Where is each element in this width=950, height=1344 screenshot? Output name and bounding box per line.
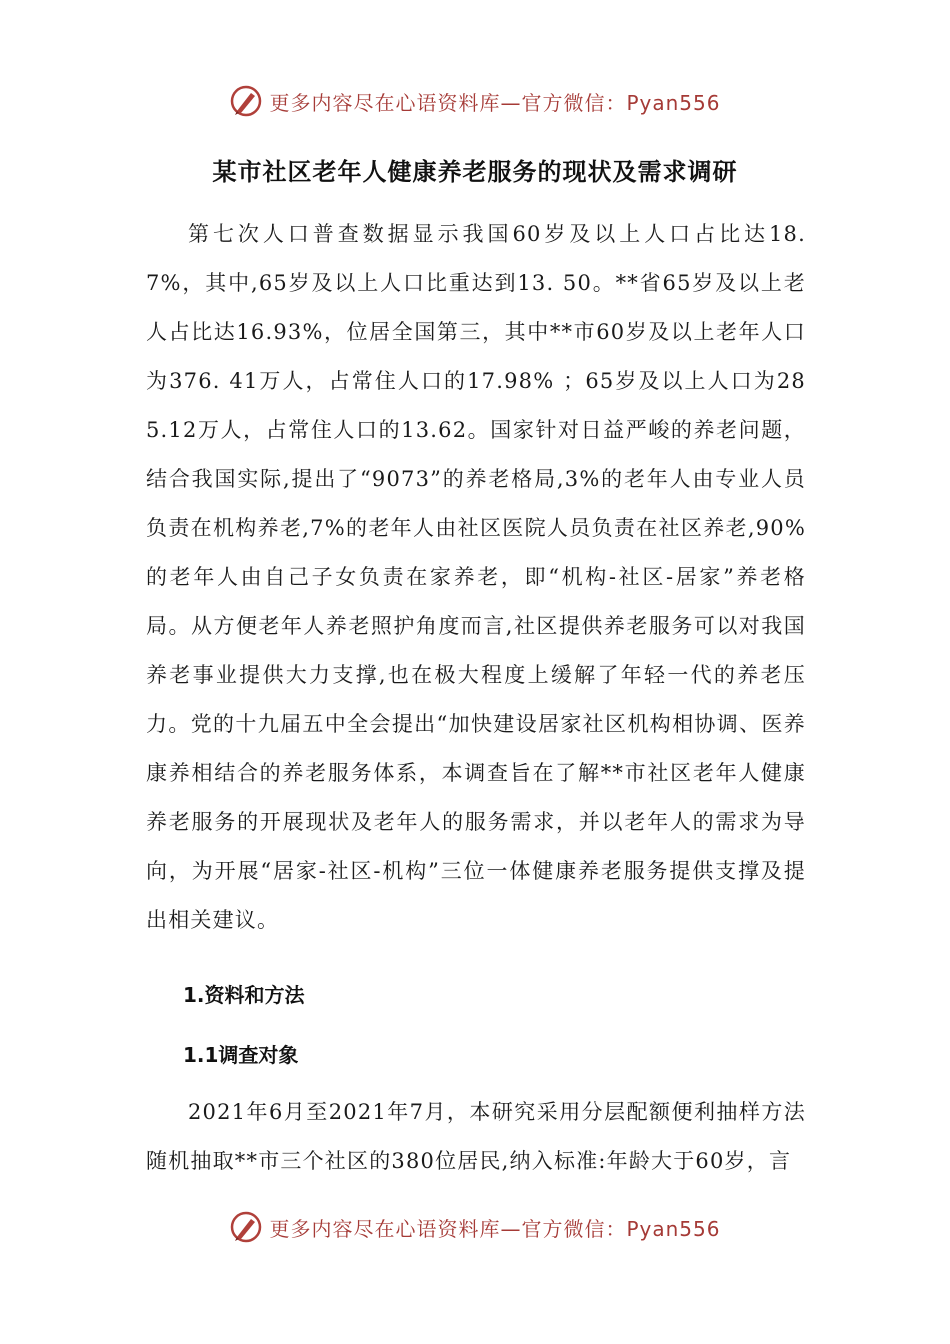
survey-paragraph: [146, 1088, 806, 1186]
section-heading: 1.资料和方法: [183, 983, 305, 1007]
document-title: 某市社区老年人健康养老服务的现状及需求调研: [212, 158, 738, 186]
footer-banner: [0, 1210, 950, 1244]
subsection-heading: 1.1调查对象: [183, 1043, 299, 1067]
paragraph-text: 第七次人口普查数据显示我国60岁及以上人口占比达18. 7%，其中,65岁及以上人口比重达到13. 50。**省65岁及以上老人占比达16.93%，位居全国第三，其中**市60岁及以上老年人口为376. 41万人，占常住人口的17.98% ；65岁及以上人口为285.12万人，占常住人口的13.62。国家针对日益严峻的养老问题，结合我国实际,提出了“9073”的养老格局,3%的老年人由专业人员负责在机构养老,7%的老年人由社区医院人员负责在社区养老,90%的老年人由自己子女负责在家养老，即“机构-社区-居家”养老格局。从方便老年人养老照护角度而言,社区提供养老服务可以对我国养老事业提供大力支撑,也在极大程度上缓解了年轻一代的养老压力。党的十九届五中全会提出“加快建设居家社区机构相协调、医养康养相结合的养老服务体系，本调查旨在了解**市社区老年人健康养老服务的开展现状及老年人的服务需求，并以老年人的需求为导向，为开展“居家-社区-机构”三位一体健康养老服务提供支撑及提出相关建议。: [146, 222, 806, 932]
banner-text: 更多内容尽在心语资料库—官方微信：Pyan556: [269, 90, 721, 115]
paragraph-text: 2021年6月至2021年7月，本研究采用分层配额便利抽样方法随机抽取**市三个社区的380位居民,纳入标准:年龄大于60岁，言: [146, 1100, 806, 1173]
header-banner: [0, 84, 950, 118]
pen-logo-icon: [229, 1210, 263, 1244]
pen-logo-icon: [229, 84, 263, 118]
banner-text: 更多内容尽在心语资料库—官方微信：Pyan556: [269, 1216, 721, 1241]
intro-paragraph: [146, 210, 806, 945]
